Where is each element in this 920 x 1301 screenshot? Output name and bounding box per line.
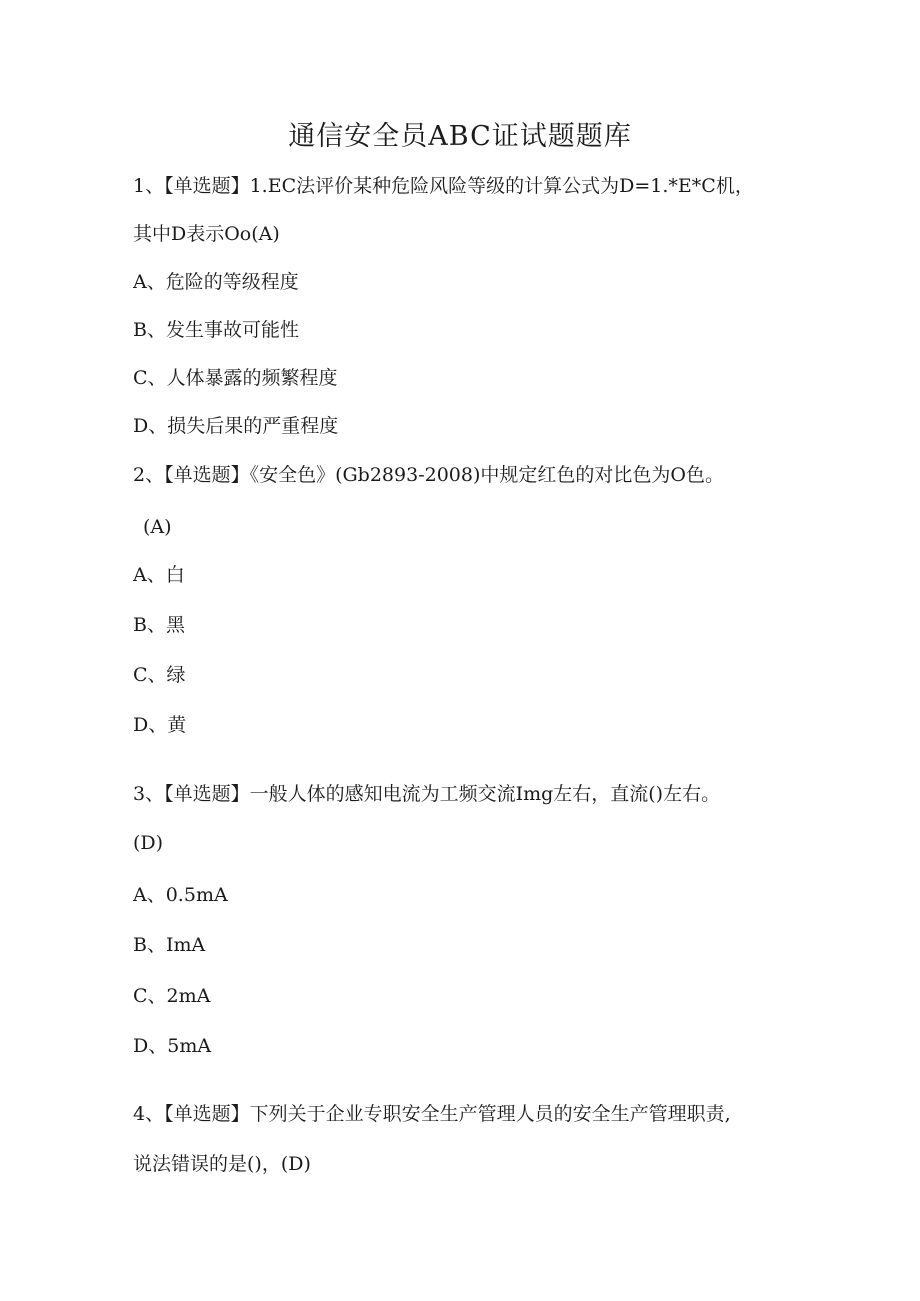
question-3-stem-line-2: (D) <box>133 832 164 854</box>
question-2-option-c: C、绿 <box>133 664 186 686</box>
question-3-option-c: C、2mA <box>133 985 211 1007</box>
question-2-option-a: A、白 <box>133 564 185 586</box>
question-4-stem-line-1: 4、【单选题】下列关于企业专职安全生产管理人员的安全生产管理职责, <box>133 1103 731 1125</box>
question-3-option-d: D、5mA <box>133 1035 212 1057</box>
question-1-option-a: A、危险的等级程度 <box>133 271 299 293</box>
question-2-option-d: D、黄 <box>133 714 187 736</box>
question-2-stem-line-1: 2、【单选题】《安全色》(Gb2893-2008)中规定红色的对比色为O色。 <box>133 464 724 486</box>
question-3-stem-line-1: 3、【单选题】一般人体的感知电流为工频交流Img左右，直流()左右。 <box>133 783 721 805</box>
question-2-stem-line-2: (A) <box>143 516 172 538</box>
question-1-stem-line-2: 其中D表示Oo(A) <box>133 223 280 245</box>
question-3-option-a: A、0.5mA <box>133 884 228 906</box>
question-2-option-b: B、黑 <box>133 614 185 636</box>
question-1-option-c: C、人体暴露的频繁程度 <box>133 367 338 389</box>
question-1-stem-line-1: 1、【单选题】1.EC法评价某种危险风险等级的计算公式为D=1.*E*C机， <box>133 175 754 197</box>
question-1-option-b: B、发生事故可能性 <box>133 319 299 341</box>
question-3-option-b: B、ImA <box>133 934 206 956</box>
question-4-stem-line-2: 说法错误的是()，(D) <box>133 1153 311 1175</box>
document-title: 通信安全员ABC证试题题库 <box>288 121 632 152</box>
question-1-option-d: D、损失后果的严重程度 <box>133 415 339 437</box>
